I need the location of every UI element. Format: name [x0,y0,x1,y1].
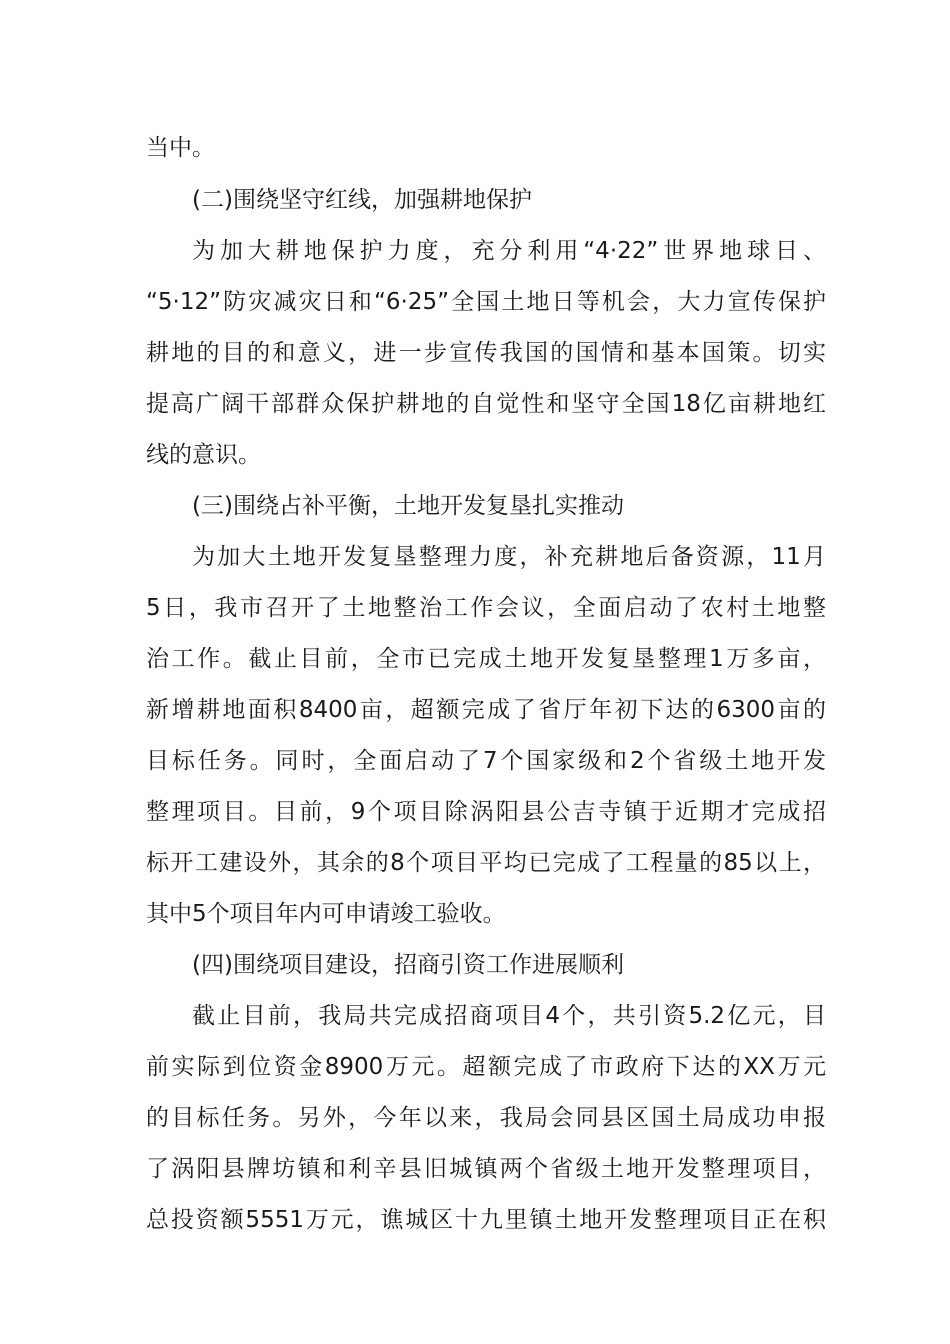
section-heading-4: (四)围绕项目建设，招商引资工作进展顺利 [192,952,624,978]
section-heading-2: (二)围绕坚守红线，加强耕地保护 [192,187,532,213]
body-text-line: 5日，我市召开了土地整治工作会议，全面启动了农村土地整 [146,595,826,621]
body-text-line: 其中5个项目年内可申请竣工验收。 [146,901,506,927]
body-text-line: 线的意识。 [146,442,261,468]
body-text-line: 前实际到位资金8900万元。超额完成了市政府下达的XX万元 [146,1054,826,1080]
body-text-line: 提高广阔干部群众保护耕地的自觉性和坚守全国18亿亩耕地红 [146,391,826,417]
body-text-line: 新增耕地面积8400亩，超额完成了省厅年初下达的6300亩的 [146,697,826,723]
body-text-line: “5·12”防灾减灾日和“6·25”全国土地日等机会，大力宣传保护 [146,289,826,315]
body-text-line: 当中。 [146,135,215,161]
body-text-line: 了涡阳县牌坊镇和利辛县旧城镇两个省级土地开发整理项目， [146,1156,826,1182]
section-heading-3: (三)围绕占补平衡，土地开发复垦扎实推动 [192,493,624,519]
body-text-line: 截止目前，我局共完成招商项目4个，共引资5.2亿元，目 [192,1003,826,1029]
body-text-line: 为加大土地开发复垦整理力度，补充耕地后备资源，11月 [192,544,826,570]
body-text-line: 标开工建设外，其余的8个项目平均已完成了工程量的85以上， [146,850,826,876]
body-text-line: 整理项目。目前，9个项目除涡阳县公吉寺镇于近期才完成招 [146,799,826,825]
body-text-line: 的目标任务。另外，今年以来，我局会同县区国土局成功申报 [146,1105,826,1131]
body-text-line: 目标任务。同时，全面启动了7个国家级和2个省级土地开发 [146,748,826,774]
body-text-line: 耕地的目的和意义，进一步宣传我国的国情和基本国策。切实 [146,340,826,366]
body-text-line: 为加大耕地保护力度，充分利用“4·22”世界地球日、 [192,238,826,264]
body-text-line: 总投资额5551万元，谯城区十九里镇土地开发整理项目正在积 [146,1207,826,1233]
body-text-line: 治工作。截止目前，全市已完成土地开发复垦整理1万多亩， [146,646,826,672]
